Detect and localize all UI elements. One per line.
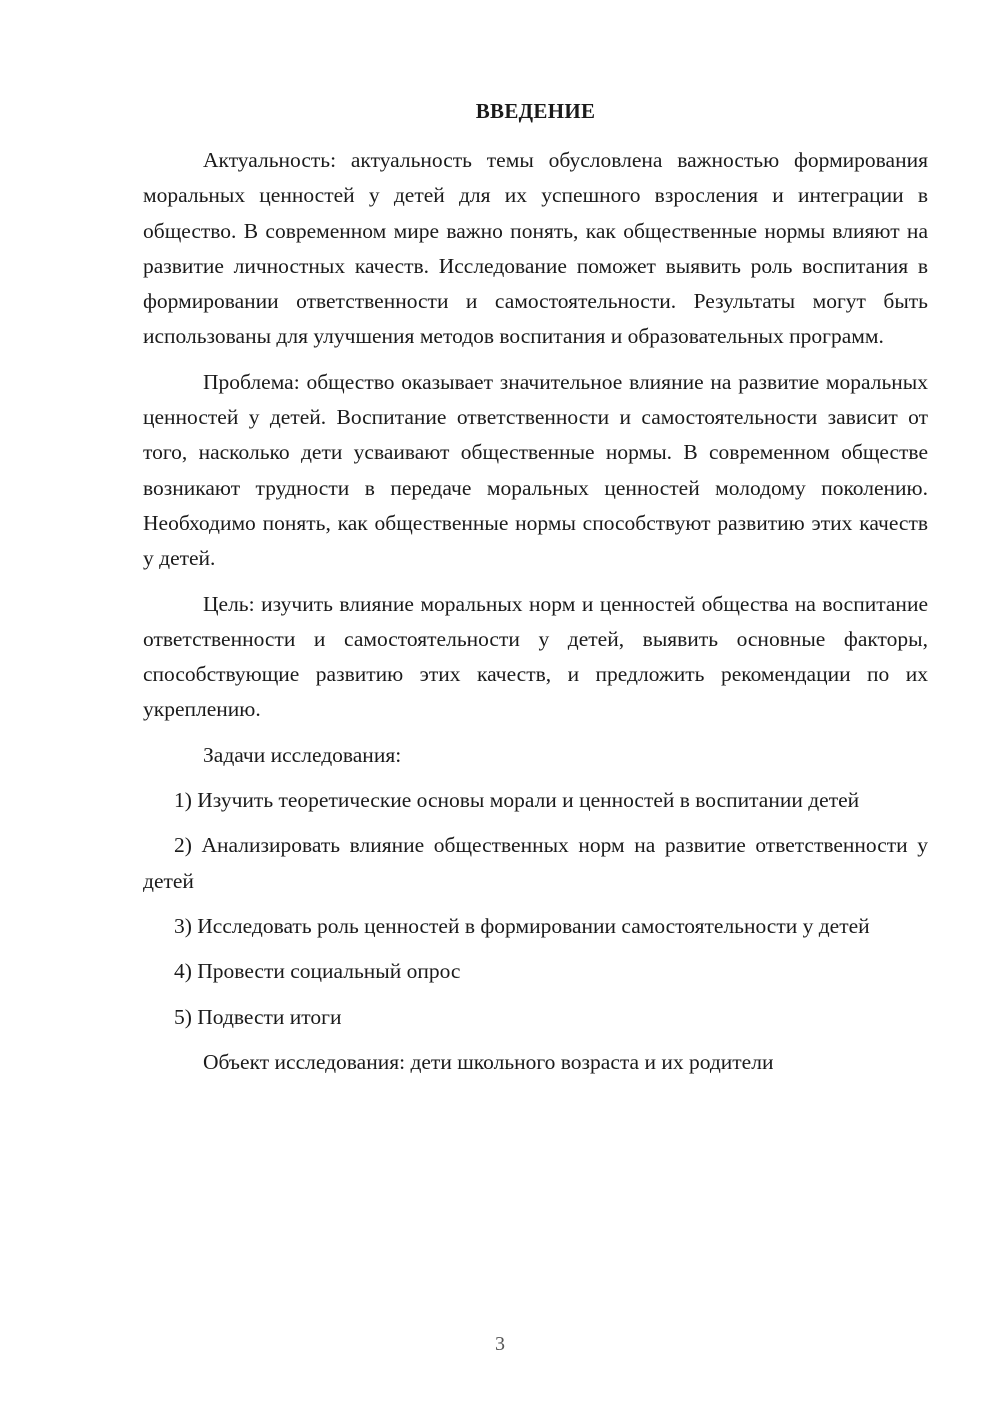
relevance-paragraph: Актуальность: актуальность темы обусловлена важностью формирования моральных ценностей у детей для их успешного взросления и интеграции в общество. В современном мире важно понять, как общественные нормы влияют на развитие личностных качеств. Исследование поможет выявить роль воспитания в формировании ответственности и самостоятельности. Результаты могут быть использованы для улучшения методов воспитания и образовательных программ. bbox=[143, 148, 928, 349]
section-title: ВВЕДЕНИЕ bbox=[475, 99, 596, 123]
goal-paragraph: Цель: изучить влияние моральных норм и ценностей общества на воспитание ответственности и самостоятельности у детей, выявить основные факторы, способствующие развитию этих качеств, и предложить рекомендации по их укреплению. bbox=[143, 591, 928, 722]
task-item-2: 2) Анализировать влияние общественных норм на развитие ответственности у детей bbox=[143, 833, 928, 893]
task-item-5: 5) Подвести итоги bbox=[174, 1004, 342, 1029]
object-paragraph: Объект исследования: дети школьного возраста и их родители bbox=[203, 1049, 774, 1074]
task-item-3: 3) Исследовать роль ценностей в формировании самостоятельности у детей bbox=[174, 913, 870, 938]
task-item-1: 1) Изучить теоретические основы морали и ценностей в воспитании детей bbox=[174, 788, 860, 813]
task-item-4: 4) Провести социальный опрос bbox=[174, 959, 461, 984]
problem-paragraph: Проблема: общество оказывает значительное влияние на развитие моральных ценностей у детей. Воспитание ответственности и самостоятельности зависит от того, насколько дети усваивают общественные нормы. В современном обществе возникают трудности в передаче моральных ценностей молодому поколению. Необходимо понять, как общественные нормы способствуют развитию этих качеств у детей. bbox=[143, 369, 928, 571]
tasks-heading: Задачи исследования: bbox=[203, 742, 402, 767]
document-page bbox=[143, 95, 928, 1090]
page-number: 3 bbox=[495, 1333, 505, 1355]
